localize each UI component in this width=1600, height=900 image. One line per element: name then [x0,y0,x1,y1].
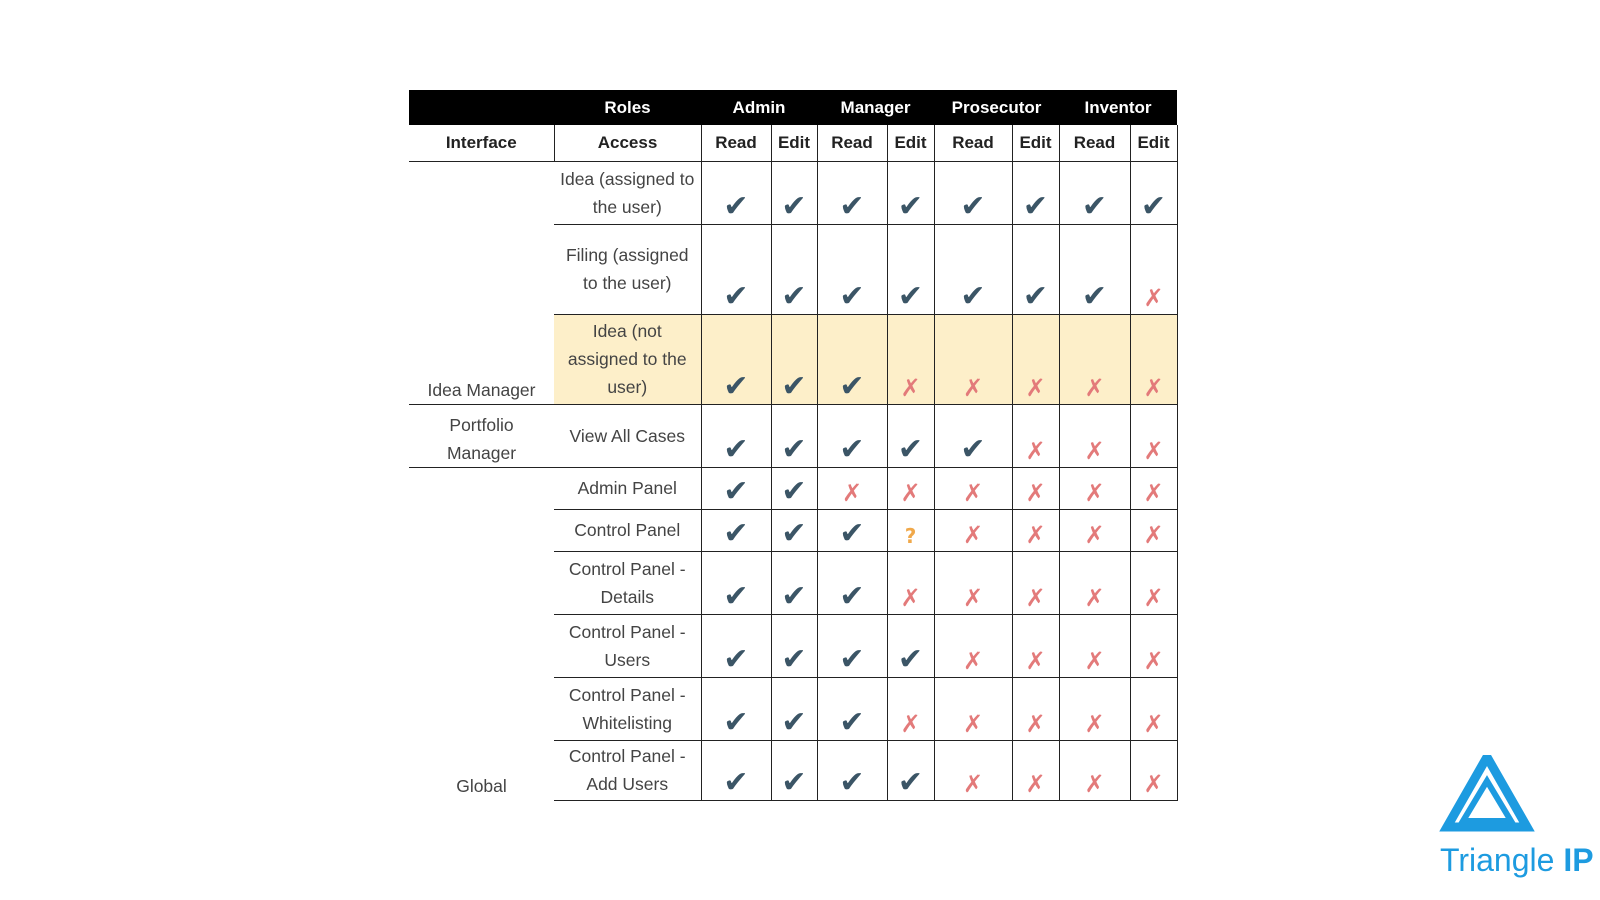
inventor-read-cell [1059,404,1130,467]
admin-edit-cell [771,551,817,614]
cross-icon: ✗ [962,373,984,402]
cross-icon: ✗ [1025,520,1046,549]
inventor-edit-cell [1130,224,1177,314]
check-icon: ✔ [723,641,749,677]
inventor-edit-cell [1130,509,1177,551]
manager-edit-cell [887,161,934,224]
check-icon: ✔ [1140,188,1167,224]
manager-read-cell [817,404,887,467]
cross-icon: ✗ [1143,769,1164,798]
check-icon: ✔ [897,431,924,467]
manager-read-cell [817,224,887,314]
interface-cell: Global [456,776,507,796]
admin-read-cell [701,404,771,467]
check-icon: ✔ [1081,188,1108,224]
access-header: Access [554,125,701,161]
check-icon: ✔ [723,278,749,314]
cross-icon: ✗ [1084,583,1105,612]
admin-edit-header: Edit [771,125,817,161]
admin-read-cell [701,614,771,677]
manager-edit-cell [887,614,934,677]
access-cell: View All Cases [554,404,701,467]
prosecutor-edit-cell [1012,740,1059,800]
admin-read-cell [701,314,771,404]
inventor-read-cell [1059,224,1130,314]
role-admin: Admin [701,90,817,125]
manager-read-cell [817,677,887,740]
check-icon: ✔ [839,368,865,404]
inventor-edit-cell [1130,551,1177,614]
manager-edit-cell [887,551,934,614]
cross-icon: ✗ [1143,709,1164,738]
admin-read-cell [701,161,771,224]
access-cell: Control Panel - Whitelisting [554,677,701,740]
check-icon: ✔ [960,278,986,314]
role-prosecutor: Prosecutor [934,90,1059,125]
prosecutor-read-header: Read [934,125,1012,161]
check-icon: ✔ [1081,278,1108,314]
check-icon: ✔ [1022,188,1049,224]
interface-header: Interface [409,125,554,161]
check-icon: ✔ [839,515,865,551]
manager-edit-cell [887,404,934,467]
cross-icon: ✗ [962,709,984,738]
check-icon: ✔ [781,368,807,404]
check-icon: ✔ [781,431,807,467]
manager-edit-cell [887,509,934,551]
roles-label: Roles [554,90,701,125]
check-icon: ✔ [723,368,749,404]
admin-edit-cell [771,740,817,800]
cross-icon: ✗ [1025,709,1046,738]
prosecutor-read-cell [934,614,1012,677]
check-icon: ✔ [839,764,865,800]
cross-icon: ✗ [962,769,984,798]
admin-edit-cell [771,224,817,314]
check-icon: ✔ [723,431,749,467]
access-cell: Filing (assigned to the user) [554,224,701,314]
admin-read-cell [701,551,771,614]
table-row [409,161,1177,224]
prosecutor-edit-cell [1012,614,1059,677]
role-manager: Manager [817,90,934,125]
prosecutor-edit-cell [1012,551,1059,614]
inventor-read-header: Read [1059,125,1130,161]
cross-icon: ✗ [1143,583,1164,612]
cross-icon: ✗ [962,583,984,612]
manager-edit-cell [887,467,934,509]
cross-icon: ✗ [1025,769,1046,798]
inventor-edit-cell [1130,677,1177,740]
role-inventor: Inventor [1059,90,1177,125]
prosecutor-read-cell [934,677,1012,740]
prosecutor-read-cell [934,314,1012,404]
check-icon: ✔ [781,578,807,614]
manager-edit-header: Edit [887,125,934,161]
admin-read-header: Read [701,125,771,161]
prosecutor-edit-cell [1012,314,1059,404]
inventor-read-cell [1059,509,1130,551]
inventor-edit-cell [1130,404,1177,467]
manager-read-header: Read [817,125,887,161]
inventor-edit-cell [1130,467,1177,509]
manager-edit-cell [887,314,934,404]
interface-cell: Portfolio Manager [409,404,554,467]
check-icon: ✔ [897,278,924,314]
inventor-read-cell [1059,677,1130,740]
check-icon: ✔ [897,764,924,800]
check-icon: ✔ [723,473,749,509]
check-icon: ✔ [839,641,865,677]
cross-icon: ✗ [900,478,921,507]
inventor-read-cell [1059,314,1130,404]
inventor-edit-cell [1130,314,1177,404]
logo-suffix: IP [1563,842,1594,878]
check-icon: ✔ [781,278,807,314]
access-cell: Control Panel - Details [554,551,701,614]
check-icon: ✔ [839,431,865,467]
check-icon: ✔ [723,764,749,800]
inventor-edit-cell [1130,161,1177,224]
check-icon: ✔ [723,704,749,740]
prosecutor-edit-cell [1012,224,1059,314]
prosecutor-read-cell [934,224,1012,314]
inventor-read-cell [1059,740,1130,800]
cross-icon: ✗ [1143,478,1164,507]
admin-edit-cell [771,467,817,509]
prosecutor-edit-header: Edit [1012,125,1059,161]
admin-read-cell [701,677,771,740]
manager-edit-cell [887,740,934,800]
cross-icon: ✗ [900,709,921,738]
check-icon: ✔ [897,188,924,224]
prosecutor-edit-cell [1012,161,1059,224]
prosecutor-edit-cell [1012,509,1059,551]
inventor-edit-header: Edit [1130,125,1177,161]
cross-icon: ✗ [1025,478,1046,507]
check-icon: ✔ [781,641,807,677]
column-header-row [409,125,1177,161]
access-cell: Control Panel - Users [554,614,701,677]
manager-read-cell [817,161,887,224]
cross-icon: ✗ [1025,646,1046,675]
cross-icon: ✗ [1143,520,1164,549]
check-icon: ✔ [960,188,986,224]
check-icon: ✔ [781,764,807,800]
inventor-read-cell [1059,614,1130,677]
admin-edit-cell [771,314,817,404]
check-icon: ✔ [1022,278,1049,314]
access-cell: Control Panel - Add Users [554,740,701,800]
table-row [409,467,1177,509]
inventor-edit-cell [1130,614,1177,677]
check-icon: ✔ [897,641,924,677]
manager-read-cell [817,314,887,404]
check-icon: ✔ [723,578,749,614]
cross-icon: ✗ [841,478,863,507]
cross-icon: ✗ [900,373,921,402]
prosecutor-read-cell [934,740,1012,800]
prosecutor-read-cell [934,467,1012,509]
inventor-read-cell [1059,551,1130,614]
prosecutor-read-cell [934,161,1012,224]
access-cell: Control Panel [554,509,701,551]
check-icon: ✔ [839,188,865,224]
cross-icon: ✗ [1143,436,1164,465]
logo-brand: Triangle [1440,842,1555,878]
cross-icon: ✗ [962,520,984,549]
cross-icon: ✗ [1084,436,1105,465]
cross-icon: ✗ [962,646,984,675]
check-icon: ✔ [839,704,865,740]
manager-read-cell [817,551,887,614]
admin-read-cell [701,467,771,509]
cross-icon: ✗ [1084,769,1105,798]
manager-edit-cell [887,677,934,740]
check-icon: ✔ [781,188,807,224]
admin-read-cell [701,224,771,314]
permissions-table [409,90,1178,801]
admin-read-cell [701,740,771,800]
cross-icon: ✗ [1084,478,1105,507]
inventor-read-cell [1059,467,1130,509]
manager-read-cell [817,614,887,677]
check-icon: ✔ [781,515,807,551]
prosecutor-edit-cell [1012,677,1059,740]
prosecutor-edit-cell [1012,467,1059,509]
check-icon: ✔ [723,188,749,224]
table-row [409,404,1177,467]
access-cell: Admin Panel [554,467,701,509]
prosecutor-edit-cell [1012,404,1059,467]
header-blank [409,90,554,125]
check-icon: ✔ [723,515,749,551]
logo-wordmark [1440,842,1594,879]
cross-icon: ✗ [1025,583,1046,612]
admin-edit-cell [771,614,817,677]
interface-cell: Idea Manager [409,161,554,404]
cross-icon: ✗ [1084,520,1105,549]
inventor-read-cell [1059,161,1130,224]
cross-icon: ✗ [1143,283,1164,312]
cross-icon: ✗ [1084,373,1105,402]
check-icon: ✔ [839,578,865,614]
cross-icon: ✗ [1084,646,1105,675]
manager-read-cell [817,509,887,551]
manager-read-cell [817,467,887,509]
cross-icon: ✗ [1025,436,1046,465]
admin-edit-cell [771,404,817,467]
manager-edit-cell [887,224,934,314]
check-icon: ✔ [839,278,865,314]
inventor-edit-cell [1130,740,1177,800]
access-cell: Idea (not assigned to the user) [554,314,701,404]
cross-icon: ✗ [1084,709,1105,738]
check-icon: ✔ [781,704,807,740]
admin-edit-cell [771,677,817,740]
roles-header-row [409,90,1177,125]
cross-icon: ✗ [1143,373,1164,402]
check-icon: ✔ [960,431,986,467]
prosecutor-read-cell [934,509,1012,551]
admin-edit-cell [771,161,817,224]
admin-edit-cell [771,509,817,551]
access-cell: Idea (assigned to the user) [554,161,701,224]
cross-icon: ✗ [1143,646,1164,675]
question-icon: ? [904,523,917,548]
cross-icon: ✗ [962,478,984,507]
check-icon: ✔ [781,473,807,509]
prosecutor-read-cell [934,551,1012,614]
cross-icon: ✗ [900,583,921,612]
prosecutor-read-cell [934,404,1012,467]
cross-icon: ✗ [1025,373,1046,402]
admin-read-cell [701,509,771,551]
manager-read-cell [817,740,887,800]
